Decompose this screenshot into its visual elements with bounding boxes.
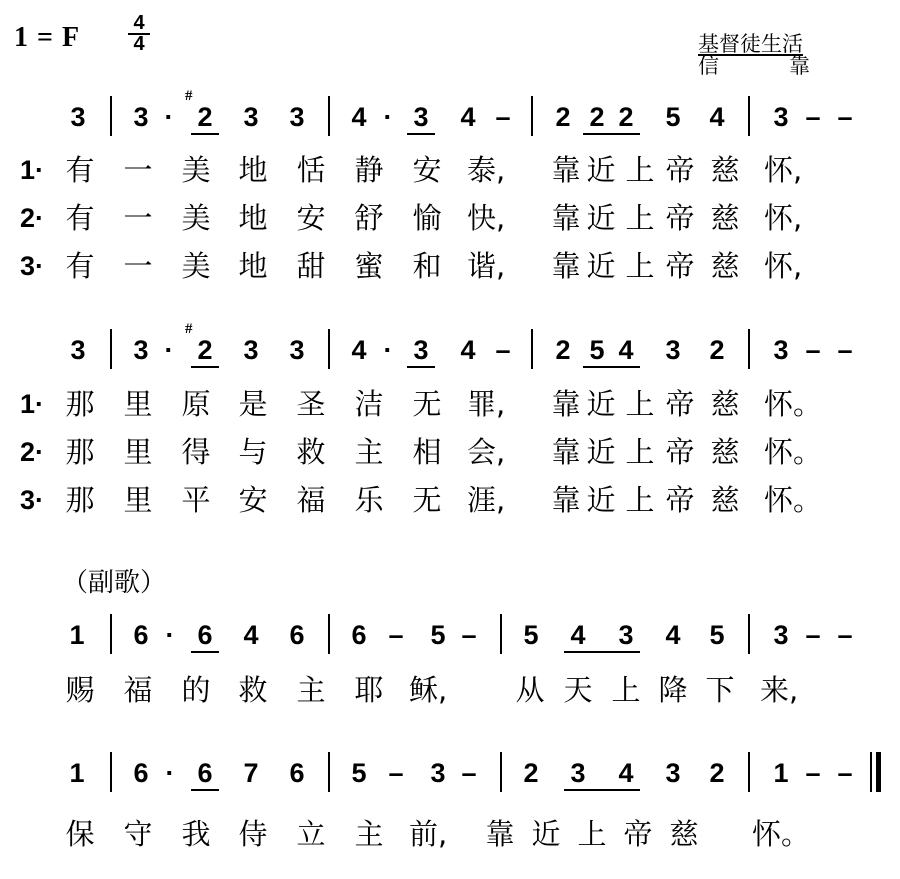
note: 3 xyxy=(773,102,789,132)
lyric-character: 来, xyxy=(760,673,799,707)
lyric-character: 降 xyxy=(658,673,688,707)
note: – xyxy=(388,758,404,788)
lyric-character: 里 xyxy=(123,387,153,421)
note: 2 xyxy=(589,102,605,132)
lyric-character: 立 xyxy=(296,817,326,851)
lyric-character: 靠 xyxy=(551,153,581,187)
note: 3 xyxy=(70,335,86,365)
lyric-character: 近 xyxy=(531,817,561,851)
note: 4 xyxy=(351,102,367,132)
note: 3 xyxy=(665,758,681,788)
lyric-character: 上 xyxy=(625,153,655,187)
lyric-character: 怀, xyxy=(764,249,803,283)
note: 3 xyxy=(289,335,305,365)
final-bar-line-thick xyxy=(876,752,881,792)
lyric-character: 帝 xyxy=(665,387,695,421)
lyric-character: 天 xyxy=(563,673,593,707)
lyric-character: 愉 xyxy=(412,201,442,235)
note: 2 xyxy=(709,758,725,788)
lyric-character: 上 xyxy=(625,201,655,235)
lyric-character: 美 xyxy=(181,249,211,283)
note: 4 xyxy=(618,758,634,788)
lyric-character: 乐 xyxy=(354,483,384,517)
lyric-character: 那 xyxy=(65,483,95,517)
note: 3 xyxy=(413,102,429,132)
note: 3 xyxy=(289,102,305,132)
bar-line xyxy=(328,752,330,792)
bar-line xyxy=(328,329,330,369)
note: 3 xyxy=(243,102,259,132)
note: 7 xyxy=(243,758,259,788)
note: 5 xyxy=(589,335,605,365)
note-underline xyxy=(564,789,640,791)
note: 2 xyxy=(197,102,213,132)
note: 2 xyxy=(618,102,634,132)
lyric-character: 有 xyxy=(65,201,95,235)
source-author-char: 靠 xyxy=(789,54,810,78)
note: 3 xyxy=(773,620,789,650)
note: – xyxy=(805,102,821,132)
lyric-character: 蜜 xyxy=(354,249,384,283)
note: 2 xyxy=(709,335,725,365)
note: 2 xyxy=(555,102,571,132)
final-bar-line-thin xyxy=(870,752,872,792)
note: 6 xyxy=(133,620,149,650)
lyric-character: 涯, xyxy=(467,483,506,517)
note: 3 xyxy=(70,102,86,132)
lyric-character: 慈 xyxy=(710,153,740,187)
lyric-character: 帝 xyxy=(665,435,695,469)
lyric-character: 近 xyxy=(586,249,616,283)
bar-line xyxy=(110,96,112,136)
lyric-character: 舒 xyxy=(354,201,384,235)
lyric-character: 帝 xyxy=(665,249,695,283)
verse-number: 3· xyxy=(20,251,45,281)
note: 3 xyxy=(665,335,681,365)
lyric-character: 慈 xyxy=(710,249,740,283)
lyric-character: 帝 xyxy=(665,153,695,187)
bar-line xyxy=(110,329,112,369)
lyric-character: 守 xyxy=(123,817,153,851)
note: 5 xyxy=(665,102,681,132)
note: – xyxy=(388,620,404,650)
lyric-character: 上 xyxy=(577,817,607,851)
note: 2 xyxy=(197,335,213,365)
verse-number: 3· xyxy=(20,485,45,515)
note-underline xyxy=(407,366,435,368)
lyric-character: 那 xyxy=(65,387,95,421)
note-underline xyxy=(583,133,640,135)
lyric-character: 原 xyxy=(181,387,211,421)
note: 4 xyxy=(351,335,367,365)
note: – xyxy=(461,620,477,650)
lyric-character: 怀。 xyxy=(764,387,823,421)
lyric-character: 那 xyxy=(65,435,95,469)
bar-line xyxy=(748,752,750,792)
note: · xyxy=(383,335,393,365)
lyric-character: 怀。 xyxy=(752,817,811,851)
note: 1 xyxy=(773,758,789,788)
lyric-character: 稣, xyxy=(409,673,448,707)
lyric-character: 近 xyxy=(586,153,616,187)
sharp-sign: # xyxy=(185,88,193,104)
lyric-character: 一 xyxy=(123,153,153,187)
lyric-character: 靠 xyxy=(551,201,581,235)
lyric-character: 怀。 xyxy=(764,483,823,517)
lyric-character: 靠 xyxy=(551,483,581,517)
lyric-character: 快, xyxy=(467,201,506,235)
lyric-character: 恬 xyxy=(296,153,326,187)
lyric-character: 无 xyxy=(412,387,442,421)
lyric-character: 有 xyxy=(65,249,95,283)
bar-line xyxy=(110,614,112,654)
note: – xyxy=(805,335,821,365)
note: 1 xyxy=(69,758,85,788)
bar-line xyxy=(500,752,502,792)
source-title: 基督徒生活 xyxy=(698,32,803,56)
source-credit xyxy=(698,33,810,77)
note-underline xyxy=(191,133,219,135)
note: 4 xyxy=(460,102,476,132)
lyric-character: 靠 xyxy=(551,387,581,421)
note: 2 xyxy=(555,335,571,365)
lyric-character: 前, xyxy=(409,817,448,851)
bar-line xyxy=(531,96,533,136)
lyric-character: 地 xyxy=(238,249,268,283)
lyric-character: 近 xyxy=(586,387,616,421)
lyric-character: 近 xyxy=(586,483,616,517)
meter-top: 4 xyxy=(128,14,150,35)
note: – xyxy=(837,102,853,132)
note: – xyxy=(495,102,511,132)
note-underline xyxy=(191,366,219,368)
note: · xyxy=(383,102,393,132)
lyric-character: 一 xyxy=(123,249,153,283)
note: 3 xyxy=(618,620,634,650)
note: 1 xyxy=(69,620,85,650)
note: 5 xyxy=(709,620,725,650)
note: 3 xyxy=(133,102,149,132)
lyric-character: 地 xyxy=(238,201,268,235)
lyric-character: 慈 xyxy=(710,201,740,235)
note: – xyxy=(805,758,821,788)
note: 3 xyxy=(243,335,259,365)
note-underline xyxy=(191,789,219,791)
lyric-character: 上 xyxy=(625,435,655,469)
bar-line xyxy=(328,614,330,654)
lyric-character: 慈 xyxy=(710,435,740,469)
lyric-character: 慈 xyxy=(710,387,740,421)
note: 4 xyxy=(709,102,725,132)
lyric-character: 地 xyxy=(238,153,268,187)
lyric-character: 耶 xyxy=(354,673,384,707)
lyric-character: 里 xyxy=(123,435,153,469)
lyric-character: 一 xyxy=(123,201,153,235)
bar-line xyxy=(500,614,502,654)
section-label: （副歌） xyxy=(62,568,167,598)
key-signature: 1 = F xyxy=(14,22,81,53)
source-author xyxy=(698,55,810,77)
note: – xyxy=(805,620,821,650)
note: 3 xyxy=(133,335,149,365)
lyric-character: 保 xyxy=(65,817,95,851)
lyric-character: 谐, xyxy=(467,249,506,283)
lyric-character: 帝 xyxy=(665,483,695,517)
lyric-character: 圣 xyxy=(296,387,326,421)
lyric-character: 洁 xyxy=(354,387,384,421)
lyric-character: 与 xyxy=(238,435,268,469)
lyric-character: 主 xyxy=(354,435,384,469)
note: 4 xyxy=(570,620,586,650)
lyric-character: 侍 xyxy=(238,817,268,851)
note-underline xyxy=(407,133,435,135)
note: 6 xyxy=(197,758,213,788)
note-underline xyxy=(191,651,219,653)
lyric-character: 怀, xyxy=(764,201,803,235)
lyric-character: 近 xyxy=(586,201,616,235)
verse-number: 1· xyxy=(20,155,45,185)
bar-line xyxy=(748,329,750,369)
lyric-character: 罪, xyxy=(467,387,506,421)
lyric-character: 得 xyxy=(181,435,211,469)
lyric-character: 里 xyxy=(123,483,153,517)
note: 5 xyxy=(351,758,367,788)
lyric-character: 主 xyxy=(354,817,384,851)
lyric-character: 福 xyxy=(123,673,153,707)
lyric-character: 上 xyxy=(625,483,655,517)
note-underline xyxy=(564,651,640,653)
note: – xyxy=(495,335,511,365)
lyric-character: 安 xyxy=(412,153,442,187)
note-underline xyxy=(583,366,640,368)
note: 6 xyxy=(289,758,305,788)
note: 6 xyxy=(133,758,149,788)
note: 3 xyxy=(773,335,789,365)
lyric-character: 福 xyxy=(296,483,326,517)
bar-line xyxy=(748,614,750,654)
note: 4 xyxy=(665,620,681,650)
lyric-character: 靠 xyxy=(551,249,581,283)
note: – xyxy=(837,620,853,650)
lyric-character: 靠 xyxy=(485,817,515,851)
note: 6 xyxy=(197,620,213,650)
note: 6 xyxy=(289,620,305,650)
lyric-character: 安 xyxy=(296,201,326,235)
lyric-character: 相 xyxy=(412,435,442,469)
note: · xyxy=(164,102,174,132)
bar-line xyxy=(531,329,533,369)
source-author-char: 信 xyxy=(698,54,719,78)
lyric-character: 上 xyxy=(625,387,655,421)
note: 4 xyxy=(460,335,476,365)
lyric-character: 安 xyxy=(238,483,268,517)
lyric-character: 慈 xyxy=(710,483,740,517)
lyric-character: 上 xyxy=(611,673,641,707)
lyric-character: 会, xyxy=(467,435,506,469)
lyric-character: 下 xyxy=(705,673,735,707)
lyric-character: 美 xyxy=(181,153,211,187)
verse-number: 2· xyxy=(20,203,45,233)
note: 4 xyxy=(618,335,634,365)
lyric-character: 从 xyxy=(515,673,545,707)
meter-bottom: 4 xyxy=(133,33,145,55)
note: 2 xyxy=(523,758,539,788)
note: 4 xyxy=(243,620,259,650)
note: 6 xyxy=(351,620,367,650)
sharp-sign: # xyxy=(185,321,193,337)
note: · xyxy=(165,620,175,650)
lyric-character: 静 xyxy=(354,153,384,187)
lyric-character: 慈 xyxy=(669,817,699,851)
note: – xyxy=(461,758,477,788)
lyric-character: 帝 xyxy=(623,817,653,851)
lyric-character: 上 xyxy=(625,249,655,283)
note: 3 xyxy=(570,758,586,788)
lyric-character: 是 xyxy=(238,387,268,421)
note: 5 xyxy=(430,620,446,650)
lyric-character: 救 xyxy=(296,435,326,469)
lyric-character: 怀。 xyxy=(764,435,823,469)
lyric-character: 怀, xyxy=(764,153,803,187)
lyric-character: 靠 xyxy=(551,435,581,469)
time-signature xyxy=(128,14,150,54)
note: – xyxy=(837,758,853,788)
lyric-character: 泰, xyxy=(467,153,506,187)
lyric-character: 赐 xyxy=(65,673,95,707)
note: · xyxy=(164,335,174,365)
bar-line xyxy=(110,752,112,792)
verse-number: 2· xyxy=(20,437,45,467)
note: 3 xyxy=(430,758,446,788)
lyric-character: 平 xyxy=(181,483,211,517)
lyric-character: 的 xyxy=(181,673,211,707)
lyric-character: 无 xyxy=(412,483,442,517)
note: 5 xyxy=(523,620,539,650)
lyric-character: 主 xyxy=(296,673,326,707)
lyric-character: 帝 xyxy=(665,201,695,235)
bar-line xyxy=(748,96,750,136)
lyric-character: 美 xyxy=(181,201,211,235)
note: – xyxy=(837,335,853,365)
lyric-character: 甜 xyxy=(296,249,326,283)
lyric-character: 有 xyxy=(65,153,95,187)
lyric-character: 我 xyxy=(181,817,211,851)
lyric-character: 救 xyxy=(238,673,268,707)
lyric-character: 近 xyxy=(586,435,616,469)
note: 3 xyxy=(413,335,429,365)
bar-line xyxy=(328,96,330,136)
verse-number: 1· xyxy=(20,389,45,419)
note: · xyxy=(165,758,175,788)
lyric-character: 和 xyxy=(412,249,442,283)
